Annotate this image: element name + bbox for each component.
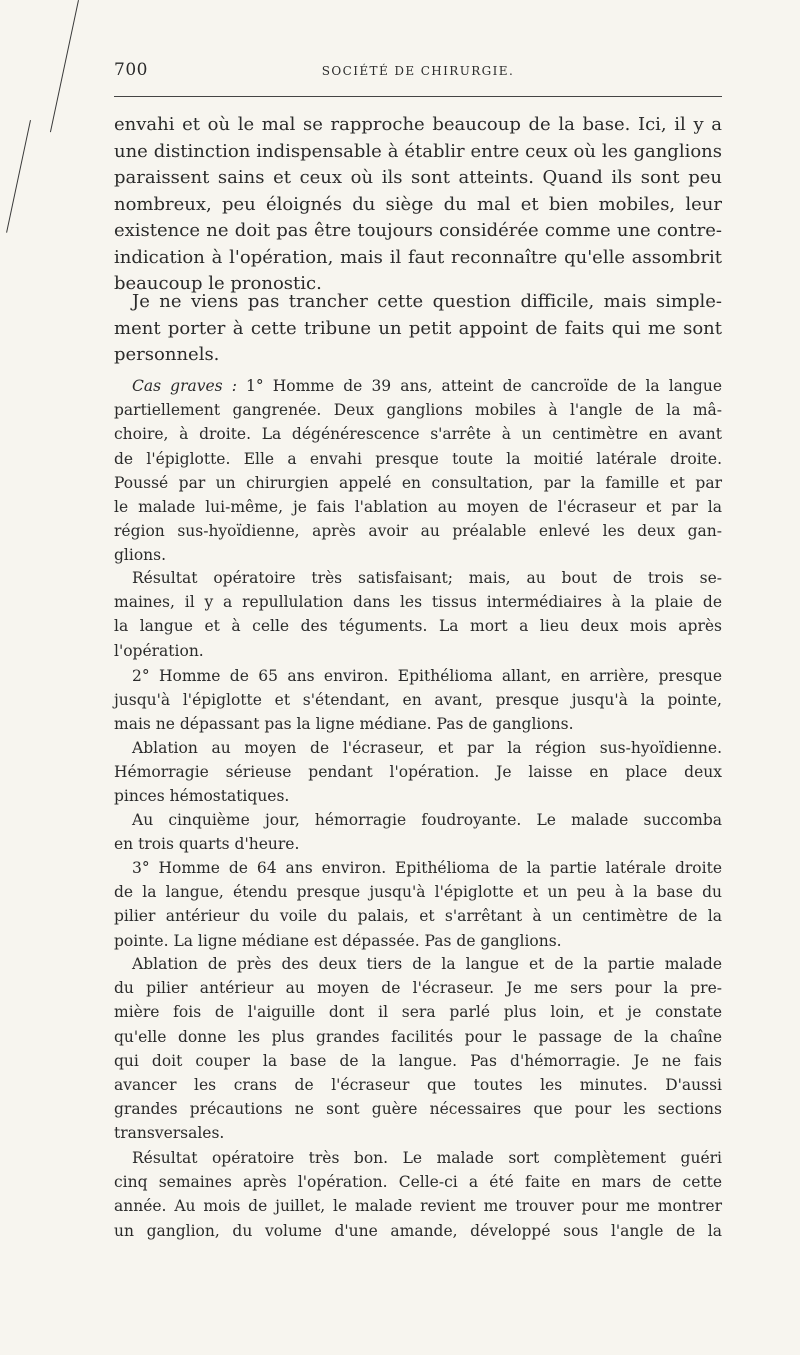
header-rule xyxy=(114,96,722,97)
case-2 xyxy=(114,664,722,737)
text-line: 2° Homme de 65 ans environ. Epithélioma allant, en arrière, presque xyxy=(132,667,722,685)
text-line: maines, il y a repullulation dans les tissus intermédiaires à la plaie de xyxy=(114,593,722,612)
text-line: indication à l'opération, mais il faut reconnaître qu'elle assombrit xyxy=(114,246,722,268)
case-3-result xyxy=(114,1146,722,1243)
text-line: transversales. xyxy=(114,1124,225,1143)
text-line: mière fois de l'aiguille dont il sera parlé plus loin, et je constate xyxy=(114,1003,722,1022)
text-line: Résultat opératoire très bon. Le malade sort complètement guéri xyxy=(132,1149,722,1167)
scan-edge-line xyxy=(6,120,31,233)
text-line: envahi et où le mal se rapproche beaucoup de la base. Ici, il y a xyxy=(114,114,722,135)
text-line: Je ne viens pas trancher cette question difficile, mais simple- xyxy=(132,291,722,312)
text-line: partiellement gangrenée. Deux ganglions mobiles à l'angle de la mâ- xyxy=(114,401,722,420)
text-line: pointe. La ligne médiane est dépassée. Pas de ganglions. xyxy=(114,931,562,950)
scan-edge-line xyxy=(50,0,79,132)
text-segment: 1° Homme de 39 ans, atteint de cancroïde de la langue xyxy=(236,377,723,395)
text-line: une distinction indispensable à établir entre ceux où les ganglions xyxy=(114,140,722,162)
text-line: région sus-hyoïdienne, après avoir au préalable enlevé les deux gan- xyxy=(114,522,722,541)
intro-paragraph xyxy=(114,112,722,298)
text-line xyxy=(114,374,722,398)
text-line: Hémorragie sérieuse pendant l'opération. Je laisse en place deux xyxy=(114,763,722,782)
page-number: 700 xyxy=(114,60,148,80)
case-3-ablation xyxy=(114,952,722,1146)
text-line: pilier antérieur du voile du palais, et s'arrêtant à un centimètre de la xyxy=(114,907,722,926)
text-line: qui doit couper la base de la langue. Pas d'hémorragie. Je ne fais xyxy=(114,1051,722,1070)
text-line: grandes précautions ne sont guère nécessaires que pour les sections xyxy=(114,1100,722,1119)
text-line: cinq semaines après l'opération. Celle-ci a été faite en mars de cette xyxy=(114,1173,722,1192)
text-line: pinces hémostatiques. xyxy=(114,787,290,806)
text-line: paraissent sains et ceux où ils sont atteints. Quand ils sont peu xyxy=(114,167,722,188)
text-line: de la langue, étendu presque jusqu'à l'épiglotte et un peu à la base du xyxy=(114,883,722,902)
case-1-result xyxy=(114,566,722,663)
text-line: beaucoup le pronostic. xyxy=(114,273,322,294)
page-header xyxy=(114,60,722,84)
text-line: la langue et à celle des téguments. La mort a lieu deux mois après xyxy=(114,617,722,636)
text-line: Ablation de près des deux tiers de la langue et de la partie malade xyxy=(132,955,722,973)
text-line: glions. xyxy=(114,546,167,565)
case-2-ablation xyxy=(114,736,722,809)
case-1 xyxy=(114,374,722,568)
text-line: nombreux, peu éloignés du siège du mal et bien mobiles, leur xyxy=(114,193,722,215)
text-line: mais ne dépassant pas la ligne médiane. Pas de ganglions. xyxy=(114,715,574,734)
text-line: un ganglion, du volume d'une amande, développé sous l'angle de la xyxy=(114,1221,722,1240)
text-line: avancer les crans de l'écraseur que toutes les minutes. D'aussi xyxy=(114,1076,722,1095)
text-line: jusqu'à l'épiglotte et s'étendant, en avant, presque jusqu'à la pointe, xyxy=(114,691,722,710)
text-line: le malade lui-même, je fais l'ablation au moyen de l'écraseur et par la xyxy=(114,498,722,517)
text-line: Poussé par un chirurgien appelé en consultation, par la famille et par xyxy=(114,473,722,492)
text-line: choire, à droite. La dégénérescence s'arrête à un centimètre en avant xyxy=(114,425,722,444)
text-line: 3° Homme de 64 ans environ. Epithélioma de la partie latérale droite xyxy=(132,859,722,877)
case-2-outcome xyxy=(114,808,722,856)
text-line: Résultat opératoire très satisfaisant; mais, au bout de trois se- xyxy=(132,569,722,587)
text-line: en trois quarts d'heure. xyxy=(114,835,300,854)
text-line: année. Au mois de juillet, le malade revient me trouver pour me montrer xyxy=(114,1197,722,1216)
case-label: Cas graves : xyxy=(132,377,237,395)
text-line: personnels. xyxy=(114,344,220,365)
case-3 xyxy=(114,856,722,953)
text-line: du pilier antérieur au moyen de l'écraseur. Je me sers pour la pre- xyxy=(114,979,722,998)
text-line: Ablation au moyen de l'écraseur, et par la région sus-hyoïdienne. xyxy=(132,739,722,757)
text-line: qu'elle donne les plus grandes facilités pour le passage de la chaîne xyxy=(114,1027,722,1046)
text-line: l'opération. xyxy=(114,641,204,660)
text-line: Au cinquième jour, hémorragie foudroyante. Le malade succomba xyxy=(132,811,722,829)
running-title: SOCIÉTÉ DE CHIRURGIE. xyxy=(321,64,515,78)
text-line: de l'épiglotte. Elle a envahi presque toute la moitié latérale droite. xyxy=(114,449,722,468)
text-line: existence ne doit pas être toujours considérée comme une contre- xyxy=(114,220,722,241)
intro-paragraph-2 xyxy=(114,289,722,369)
text-line: ment porter à cette tribune un petit appoint de faits qui me sont xyxy=(114,317,722,339)
